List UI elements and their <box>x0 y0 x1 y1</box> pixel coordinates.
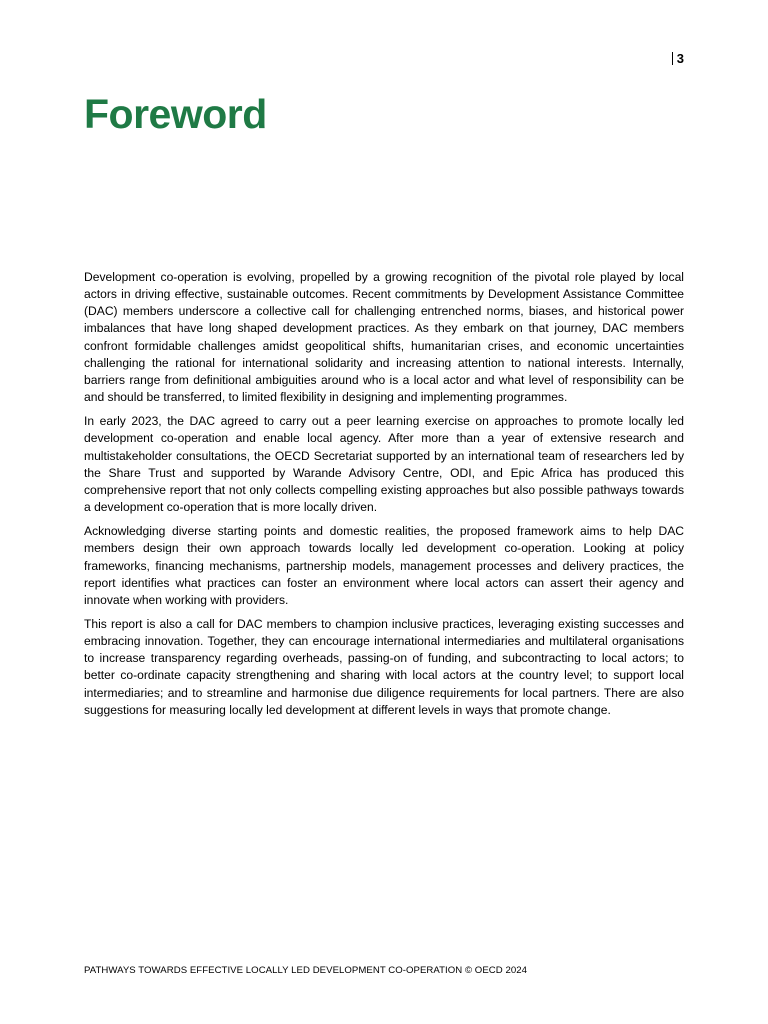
body-text <box>84 269 684 726</box>
page-number-divider <box>672 52 673 65</box>
footer-text: PATHWAYS TOWARDS EFFECTIVE LOCALLY LED DEVELOPMENT CO-OPERATION © OECD 2024 <box>84 965 527 976</box>
page-number <box>640 52 684 66</box>
paragraph-3: Acknowledging diverse starting points and domestic realities, the proposed framework aims to help DAC members design their own approach towards locally led development co-operation. Looking at policy frameworks, financing mechanisms, partnership models, management processes and delivery practices, the report identifies what practices can foster an environment where local actors can assert their agency and innovate when working with providers. <box>84 524 684 607</box>
paragraph-4: This report is also a call for DAC members to champion inclusive practices, leveraging existing successes and embracing innovation. Together, they can encourage international intermediaries and multilateral organisations to increase transparency regarding overheads, passing-on of funding, and subcontracting to local actors; to better co-ordinate capacity strengthening and sharing with local actors at the country level; to support local intermediaries; and to streamline and harmonise due diligence requirements for local partners. There are also suggestions for measuring locally led development at different levels in ways that promote change. <box>84 616 684 717</box>
page-title: Foreword <box>84 91 267 137</box>
paragraph-2: In early 2023, the DAC agreed to carry out a peer learning exercise on approaches to promote locally led development co-operation and enable local agency. After more than a year of extensive research and multistakeholder consultations, the OECD Secretariat supported by an international team of researchers led by the Share Trust and supported by Warande Advisory Centre, ODI, and Epic Africa has produced this comprehensive report that not only collects compelling existing approaches but also possible pathways towards a development co-operation that is more locally driven. <box>84 414 684 515</box>
paragraph-1: Development co-operation is evolving, propelled by a growing recognition of the pivotal role played by local actors in driving effective, sustainable outcomes. Recent commitments by Development Assistance Committee (DAC) members underscore a collective call for challenging entrenched norms, biases, and historical power imbalances that have long shaped development practices. As they embark on that journey, DAC members confront formidable challenges amidst geopolitical shifts, humanitarian crises, and economic uncertainties challenging the rational for international solidarity and increasing attention to national interests. Internally, barriers range from definitional ambiguities around who is a local actor and what level of responsibility can be and should be transferred, to limited flexibility in designing and implementing programmes. <box>84 270 684 405</box>
page-number-value: 3 <box>676 51 684 66</box>
